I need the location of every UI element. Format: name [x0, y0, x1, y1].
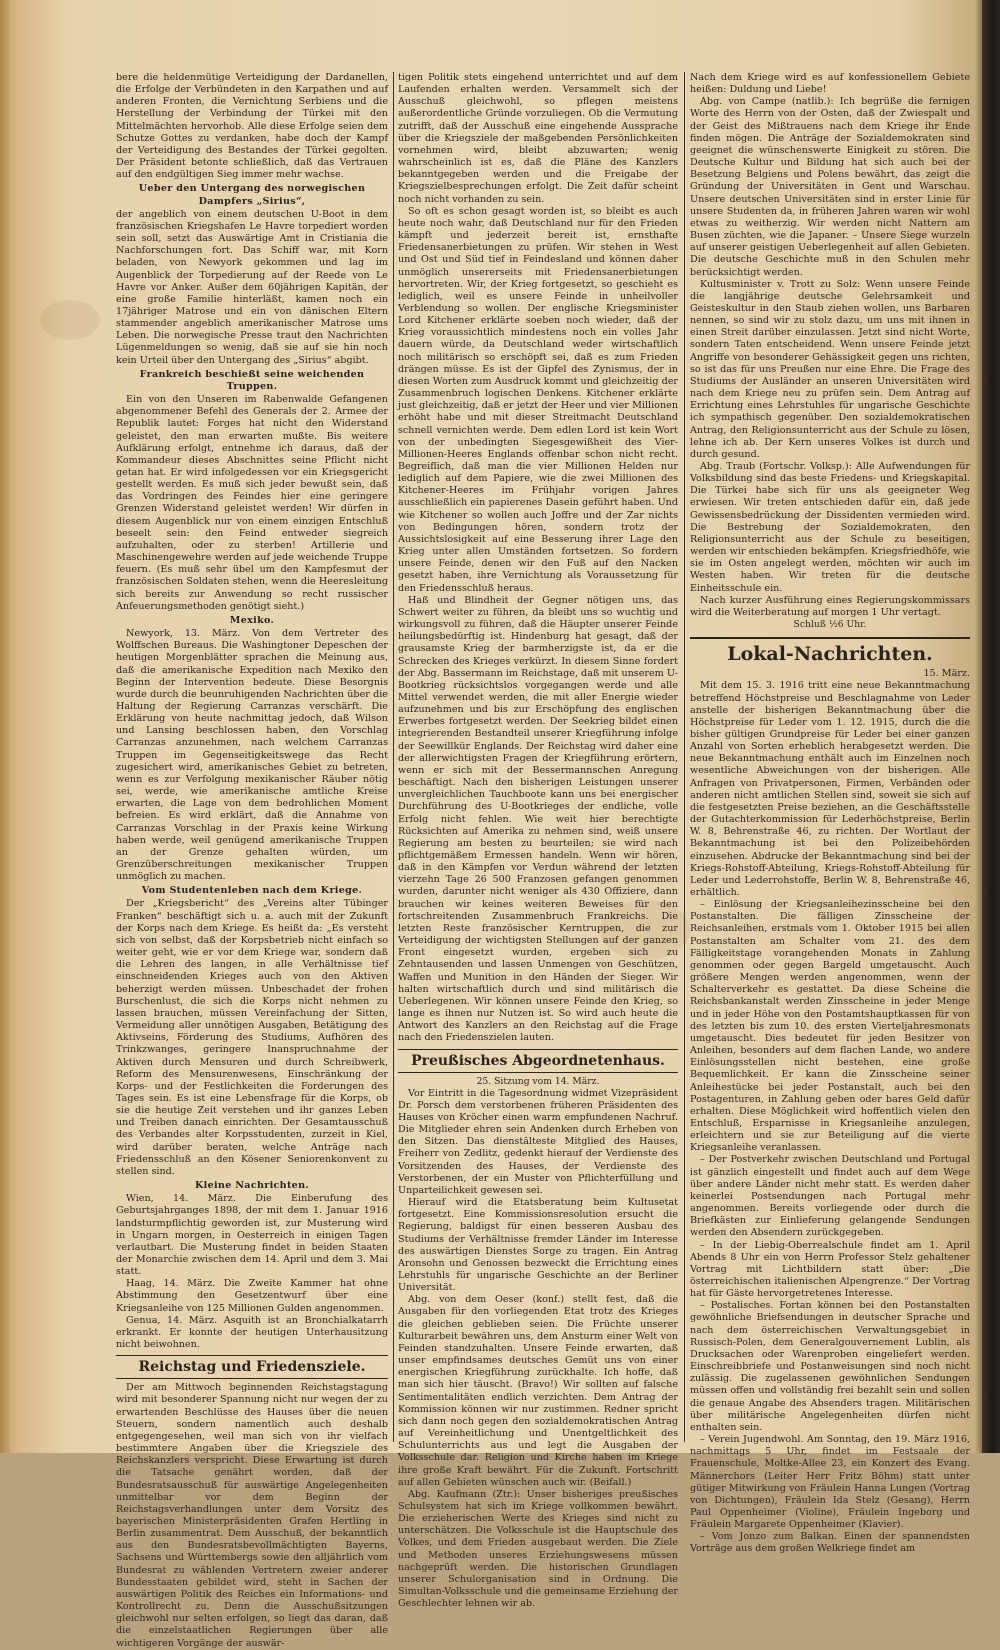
article-text: Der „Kriegsbericht“ des „Vereins alter Tübinger Franken“ beschäftigt sich u. a. auch mit der Zukunft der Korps nach dem Kriege. Es heißt da: „Es versteht sich von selbst, daß der Korpsbetrieb nicht einfach so weiter geht, wie er vor dem Kriege war, sondern daß die Lehren des langen, in alle Verhältnisse tief einschneidenden Krieges auch von den Aktiven beherzigt werden müssen. Unbeschadet der frohen Burschenlust, die sich die Korps nicht nehmen zu lassen brauchen, müssen Vereinfachung der Sitten, Vermeidung aller unnötigen Ausgaben, Betätigung des Aktivseins, Förderung des Studiums, Aufhören des Trinkzwanges, geringere Inanspruchnahme der Aktiven durch Mensuren und durch Schreibwerk, Reform des Mensurenwesens, Einschränkung der Korps- und der Festlichkeiten die Forderungen des Tages sein. Es ist eine Lebensfrage für die Korps, ob sie die heutige Zeit verstehen und ihr ganzes Leben und Treiben danach einrichten. Der Gesamtausschuß des Verbandes alter Korpsstudenten, zurzeit in Kiel, wird darüber beraten, welche Anträge nach Friedensschluß an den Kösener Seniorenkonvent zu stellen sind. [116, 898, 388, 1177]
article-text: der angeblich von einem deutschen U-Boot in dem französischen Kriegshafen Le Havre torpediert worden sein soll, setzt das Auswärtige Amt in Cristiania die Nachforschungen fort. Das Schiff war, mit Korn beladen, von Newyork gekommen und lag im Augenblick der Torpedierung auf der Reede von Le Havre vor Anker. Außer dem 60jährigen Kapitän, der eine große Familie hinterläßt, kamen noch ein 17jähriger Matrose und ein von dänischen Eltern stammender angeblich amerikanischer Matrose ums Leben. Die norwegische Presse traut den Nachrichten Lügenmeldungen so wenig, daß sie auf sie hin noch kein Urteil über den Untergang des „Sirius“ abgibt. [116, 208, 388, 366]
session-end: Schluß ½6 Uhr. [793, 619, 867, 631]
article-text: So oft es schon gesagt worden ist, so bleibt es auch heute noch wahr, daß Deutschland nur für den Frieden kämpft und jederzeit bereit ist, ernsthafte Friedensanerbietungen zu prüfen. Wir stehen in West und Ost und Süd tief in Feindesland und können daher unmöglich unsererseits mit Friedensanerbietungen hervortreten. Wir, der Krieg fortgesetzt, so geschieht es lediglich, weil es unsere Feinde in unheilvoller Verblendung so wollen. Der englische Kriegsminister Lord Kitchener erklärte soeben noch wieder, daß der Krieg voraussichtlich mindestens noch ein volles Jahr dauern würde, da Deutschland weder wirtschaftlich noch militärisch so erschöpft sei, daß es zum Frieden drängen müsse. Es ist der Gipfel des Zynismus, der in diesen Worten zum Ausdruck kommt und gleichzeitig der Zusammenbruch logischen Denkens. Kitchener erklärte just gleichzeitig, daß er jetzt der Heer und vier Millionen erhöht habe und mit dieser Streitmacht Deutschland schnell vernichten werde. Dem edlen Lord ist kein Wort von der unbedingten Siegesgewißheit des Vier-Millionen-Heeres Englands offenbar schon nicht recht. Begreiflich, daß man die vier Millionen Helden nur lediglich auf dem Papiere, wie die zwei Millionen des Kitchener-Heeres im Frühjahr vorigen Jahres ausschließlich ein papierenes Dasein geführt haben. Und wie Kitchener so wollen auch Joffre und der Zar nichts von Bedingungen hören, sondern trotz der Aussichtslosigkeit auf eine Besserung ihrer Lage den Krieg unter allen Umständen fortsetzen. So fordern unsere Feinde, denen wir den Fuß auf den Nacken gesetzt haben, ihre Vernichtung als Voraussetzung für den Friedensschluß heraus. [398, 205, 678, 594]
paper-stain [40, 300, 100, 340]
article-text: – In der Liebig-Oberrealschule findet am 1. April Abends 8 Uhr ein von Herrn Professor Stelz gehaltener Vortrag mit Lichtbildern statt über: „Die österreichischen italienischen Alpengrenze.“ Der Vortrag hat für Gäste hervorgetretenes Interesse. [690, 1239, 970, 1300]
headline-lokal-nachrichten: Lokal-Nachrichten. [690, 637, 970, 666]
book-binding [982, 0, 1000, 1453]
headline-abgeordnetenhaus: Preußisches Abgeordnetenhaus. [398, 1049, 678, 1073]
article-text: Vor Eintritt in die Tagesordnung widmet Vizepräsident Dr. Porsch dem verstorbenen früheren Präsidenten des Hauses von Kröcher einen warm empfundenen Nachruf. Die Mitglieder ehren sein Andenken durch Erheben von den Sitzen. Das dienstälteste Mitglied des Hauses, Freiherr von Zedlitz, gedenkt hierauf der Verdienste des Vorsitzenden des Hauses, der Verdienste des Verstorbenen, der ein Muster von Pflichterfüllung und Unparteilichkeit gewesen sei. [398, 1087, 678, 1196]
column-2 [398, 72, 678, 1610]
news-item-wien: Wien, 14. März. Die Einberufung des Geburtsjahrganges 1898, der mit dem 1. Januar 1916 landsturmpflichtig geworden ist, zur Musterung wird in Ungarn morgen, in Oesterreich in einigen Tagen verlautbart. Die Musterung findet in beiden Staaten der Monarchie zwischen dem 14. April und dem 3. Mai statt. [116, 1193, 388, 1278]
news-item-haag: Haag, 14. März. Die Zweite Kammer hat ohne Abstimmung den Gesetzentwurf über eine Kriegsanleihe von 125 Millionen Gulden angenommen. [116, 1278, 388, 1314]
session-subtitle: 25. Sitzung vom 14. März. [476, 1075, 600, 1087]
article-text: – Einlösung der Kriegsanleihezinsscheine bei den Postanstalten. Die fälligen Zinsscheine der Reichsanleihen, erstmals vom 1. Oktober 1915 bei allen Postanstalten am Schalter vom 21. des dem Fälligkeitstage vorangehenden Monats in Zahlung genommen oder gegen Bargeld umgetauscht. Auch größere Mengen werden angenommen, wenn der Schalterverkehr es gestattet. Da diese Scheine die Reichsbankanstalt werden Zinsscheine in jeder Menge und in jeder Höhe von den Postamtshauptkassen für von des letzten bis zum 10. des ersten Vierteljahresmonats umgetauscht. Dies bedeutet für jeden Besitzer von Anleihen, besonders auf dem flachen Lande, wo andere Einlösungsstellen nicht bestehen, eine große Bequemlichkeit. Er kann die Zinsscheine seiner Anleihestücke bei jeder Postanstalt, auch bei den Postagenturen, in Zahlung geben oder bares Geld dafür erhalten. Diese Möglichkeit wird hoffentlich vielen den Entschluß, Ersparnisse in Kriegsanleihe anzulegen, erleichtern und sie zur Beteiligung auf die vierte Kriegsanleihe veranlassen. [690, 899, 970, 1154]
column-rule [393, 72, 394, 1442]
article-text: bere die heldenmütige Verteidigung der Dardanellen, die Erfolge der Verbündeten in den Karpathen und auf anderen Fronten, die Vernichtung Serbiens und die Herstellung der Verbindung der Türkei mit den Mittelmächten hervorhob. Alle diese Erfolge seien dem Schutze Gottes zu verdanken, habe doch der Kampf der Verteidigung des Bestandes der Türkei gegolten. Der Präsident betonte schließlich, daß das Vertrauen auf den endgültigen Sieg immer mehr wachse. [116, 72, 388, 181]
article-text: Ein von den Unseren im Rabenwalde Gefangenen abgenommener Befehl des Generals der 2. Armee der Republik lautet: Forges hat nicht den Widerstand geleistet, den man erwarten mußte. Bis weitere Aufklärung erfolgt, entnehme ich daraus, daß der Kommandeur dieses Abschnittes seine Pflicht nicht getan hat. Er wird infolgedessen vor ein Kriegsgericht gestellt werden. Es muß sich jeder bewußt sein, daß das Vordringen des Feindes hier eine geringere Grenzen Widerstand geleistet werden! Wir dürfen in diesem Augenblick nur von einem einzigen Entschluß beseelt sein: den Feind entweder siegreich aufzuhalten, oder zu sterben! Artillerie und Maschinengewehre werden auf jede weichende Truppe feuern. (Es muß sehr übel um den Kampfesmut der französischen Soldaten stehen, wenn die Heeresleitung sich bereits zur Anwendung so recht russischer Anfeuerungsmethoden genötigt sieht.) [116, 394, 388, 612]
page-edge [0, 0, 10, 1453]
headline-frankreich: Frankreich beschießt seine weichenden Truppen. [139, 368, 365, 392]
article-text: – Der Postverkehr zwischen Deutschland und Portugal ist gänzlich eingestellt und findet auch auf dem Wege über andere Länder nicht mehr statt. Es werden daher keinerlei Postsendungen nach Portugal mehr angenommen. Bereits vorliegende oder durch die Briefkästen zur Einlieferung gelangende Sendungen werden den Absendern zurückgegeben. [690, 1154, 970, 1239]
article-text: Nach dem Kriege wird es auf konfessionellem Gebiete heißen: Duldung und Liebe! [690, 72, 970, 96]
news-item-genua: Genua, 14. März. Asquith ist an Bronchialkatarrh erkrankt. Er konnte der heutigen Unterhausitzung nicht beiwohnen. [116, 1314, 388, 1351]
column-3 [690, 72, 970, 1555]
article-text: Kultusminister v. Trott zu Solz: Wenn unsere Feinde die langjährige deutsche Gelehrsamkeit und Geisteskultur in den Staub ziehen wollen, uns Barbaren nennen, so sind wir zu stolz dazu, um uns mit ihnen in einen Streit darüber einzulassen. Jetzt sind nicht Worte, sondern Taten entscheidend. Wenn unsere Feinde jetzt Angriffe von besonderer Gehässigkeit gegen uns richten, so ist das für uns Preußen nur eine Ehre. Die Frage des Studiums der Ausländer an unseren Universitäten wird nach dem Kriege neu zu prüfen sein. Dem Antrag auf Errichtung eines Lehrstuhles für ungarische Geschichte ich sympathisch gegenüber. Den sozialdemokratischen Antrag, den Religionsunterricht aus der Schule zu lösen, lehne ich ab. Der Kern unseres Volkes ist durch und durch gesund. [690, 278, 970, 460]
article-text: – Postalisches. Fortan können bei den Postanstalten gewöhnliche Briefsendungen in deutscher Sprache und nach dem österreichischen Verwaltungsgebiet in Russisch-Polen, dem Generalgouvernement Lublin, als Drucksachen oder Warenproben eingeliefert werden. Einschreibbriefe und Postanweisungen sind noch nicht zulässig. Die zugelassenen gewöhnlichen Sendungen müssen offen und vollständig frei bezahlt sein und sollen die genaue Angabe des Absenders tragen. Militärischen über militärische Angelegenheiten dürfen nicht enthalten sein. [690, 1300, 970, 1433]
article-text: Abg. Kaufmann (Ztr.): Unser bisheriges preußisches Schulsystem hat sich im Kriege vollkommen bewährt. Die erzieherischen Werte des Krieges sind nicht zu unterschätzen. Die Volksschule ist die Hauptschule des Volkes, und dem Frieden ausgebaut werden. Die Ziele und Methoden unseres Erziehungswesens müssen nachgeprüft werden. Die historischen Grundlagen unserer Schulorganisation sind in Ordnung. Die Simultan-Volksschule und die gemeinsame Erziehung der Geschlechter lehnen wir ab. [398, 1488, 678, 1610]
column-1 [116, 72, 388, 1649]
article-text: Abg. von dem Oeser (konf.) stellt fest, daß die Ausgaben für den vorliegenden Etat trotz des Krieges die gleichen geblieben seien. Die Früchte unserer Kulturarbeit bewähren uns, dem Ansturm einer Welt von Feinden standzuhalten. Unsere Feinde erwarten, daß unser empfindsames deutsches Gemüt uns von einer energischen Kriegführung zurückhalte. Ich hoffe, daß man sich hier täuscht. (Bravo!) Wir sollten auf falsche Sentimentalitäten endlich verzichten. Dem Antrag der Kommission können wir nur zustimmen. Redner spricht sich dann noch gegen den sozialdemokratischen Antrag auf Vereinheitlichung und Unentgeltlichkeit des Schulunterrichts aus und legt die Ausgaben der Volksschule dar. Religion und Kirche haben im Kriege ihre große Kraft bewährt. Für die Zukunft. Fortschritt auf allen Gebieten wünschen auch wir. (Beifall.) [398, 1294, 678, 1488]
article-text: Hierauf wird die Etatsberatung beim Kultusetat fortgesetzt. Eine Kommissionsresolution ersucht die Regierung, baldigst für einen besseren Ausbau des Studiums der Verhältnisse fremder Länder im Interesse des auswärtigen Dienstes Sorge zu tragen. Ein Antrag Aronsohn und Genossen bezweckt die Errichtung eines Lehrstuhls für ungarische Geschichte an der Berliner Universität. [398, 1197, 678, 1294]
article-text: tigen Politik stets eingehend unterrichtet und auf dem Laufenden erhalten werden. Versammelt sich der Ausschuß gleichwohl, so pflegen meistens außerordentliche Gründe vorzuliegen. Ob die Vermutung zutrifft, daß der Ausschuß eine eingehende Aussprache über die Kriegsziele der maßgebenden Persönlichkeiten vornehmen wird, bleibt abzuwarten; wenig wahrscheinlich ist es, daß die Pläne des Kanzlers bekanntgegeben werden und die Freigabe der Kriegszielbesprechungen erfolgt. Die Zeit dafür scheint noch nicht vorhanden zu sein. [398, 72, 678, 205]
article-text: Haß und Blindheit der Gegner nötigen uns, das Schwert weiter zu führen, da bleibt uns so wuchtig und wirkungsvoll zu führen, daß die Häupter unserer Feinde heilungsbedürftig ist. Hindenburg hat gesagt, daß der grausamste Krieg der barmherzigste ist, da er die Schrecken des Krieges verkürzt. In diesem Sinne fordert der Abg. Bassermann im Reichstage, daß mit unserem U-Bootkrieg rücksichtslos vorgegangen werde und alle Mittel verwendet werden, die mit aller Energie wieder aufzunehmen und bis zur Erschöpfung des englischen Erwerbes fortgesetzt werden. Der Seekrieg bildet einen integrierenden Bestandteil unserer Kriegführung infolge der Seewillkür Englands. Der Reichstag wird daher eine der allerwichtigsten Fragen der Kriegführung erörtern, wenn er sich mit der Bessermannschen Anregung beschäftigt. Nach den bisherigen Leistungen unserer unvergleichlichen Tauchboote kann uns bei energischer Durchführung des U-Bootkrieges der endliche, volle Erfolg nicht fehlen. Wie weit hier berechtigte Rücksichten auf Amerika zu nehmen sind, weiß unsere Regierung am besten zu beurteilen; sie wird nach pflichtgemäßem Ermessen handeln. Wenn wir hören, daß in den Kämpfen vor Verdun während der letzten vierzehn Tage 26 500 Franzosen gefangen genommen wurden, darunter nicht weniger als 430 Offiziere, dann brauchen wir keines weiteren Beweises für den fortschreitenden Zusammenbruch Frankreichs. Die letzten Reste französischer Kerntruppen, die zur Verteidigung der wichtigsten Stellungen auf der ganzen Front eingesetzt wurden, ergeben sich zu Zehntausenden und lassen Unmengen von Geschützen, Waffen und Munition in den Händen der Sieger. Wir halten wirtschaftlich durch und sind militärisch die Ueberlegenen. Wir können unsere Feinde den Krieg, so lange es ihnen nur Nutzen ist. So wird auch heute die Antwort des Kanzlers an den Reichstag auf die Frage nach den Friedenszielen lauten. [398, 594, 678, 1044]
headline-reichstag: Reichstag und Friedensziele. [116, 1355, 388, 1379]
article-text: Newyork, 13. März. Von dem Vertreter des Wolffschen Bureaus. Die Washingtoner Depeschen der heutigen Morgenblätter sprachen die Meinung aus, daß die amerikanische Expedition nach Mexiko den Beginn der Intervention bedeute. Diese Besorgnis wurde durch die beunruhigenden Nachrichten über die Haltung der Regierung Carranzas verschärft. Die Erklärung von heute nachmittag jedoch, daß Wilson und Lansing beschlossen haben, den Vorschlag Carranzas anzunehmen, nach welchem Carranzas Truppen im Gegenseitigkeitswege das Recht zugesichert wird, amerikanisches Gebiet zu betreten, wenn es zur Verfolgung mexikanischer Räuber nötig sei, werde, wie amerikanische amtliche Kreise erwarten, die Lage von dem bedrohlichen Moment befreien. Es wird erklärt, daß die Annahme von Carranzas Vorschlag in der Praxis keine Wirkung haben werde, weil genügend amerikanische Truppen an der Grenze gehalten würden, um Grenzüberschreitungen mexikanischer Truppen unmöglich zu machen. [116, 628, 388, 883]
article-text: Der am Mittwoch beginnenden Reichstagstagung wird mit besonderer Spannung nicht nur wegen der zu erwartenden Beschlüsse des Hauses über die neuen Steuern, sondern namentlich auch deshalb entgegengesehen, weil man sich von ihr vielfach bestimmtere Angaben über die Kriegsziele des Reichskanzlers verspricht. Diese Erwartung ist durch die Tatsache genährt worden, daß der Bundesratsausschuß für auswärtige Angelegenheiten unmittelbar vor dem Beginn der Reichstagsverhandlungen unter dem Vorsitz des bayerischen Ministerpräsidenten Grafen Hertling in Berlin zusammentrat. Dem Ausschuß, der bekanntlich aus den Bundesratsbevollmächtigten Bayerns, Sachsens und Württembergs sowie den alljährlich vom Bundesrat zu wählenden Vertretern zweier anderer Bundesstaaten gebildet wird, steht in Sachen der auswärtigen Politik des Reiches ein Informations- und Kontrollrecht zu. Denn die Ausschußsitzungen gleichwohl nur selten erfolgen, so liegt das daran, daß die einzelstaatlichen Regierungen über alle wichtigeren Vorgänge der auswär- [116, 1382, 388, 1649]
column-rule [684, 72, 685, 1442]
article-text: Abg. Traub (Fortschr. Volksp.): Alle Aufwendungen für Volksbildung sind das beste Friedens- und Kriegskapital. Die Türkei habe sich für uns als geeigneter Weg erwiesen. Wir treten entschieden dafür ein, daß jede Gewissensbedrückung der Dissidenten vermieden wird. Die Bestrebung der Sozialdemokraten, den Religionsunterricht aus der Schule zu beseitigen, werden wir entschieden bekämpfen. Kriegsfriedhöfe, wie sie im Osten angelegt werden, möchten wir auch im Westen haben. Wir treten für die deutsche Einheitsschule ein. [690, 461, 970, 594]
dateline: 15. März. [923, 668, 970, 680]
article-text: Abg. von Campe (natlib.): Ich begrüße die fernigen Worte des Herrn von der Osten, daß der Zwiespalt und der Geist des Mißtrauens nach dem Kriege ihr Ende finden mögen. Die Anträge der Sozialdemokraten sind geeignet die wünschenswerte Einigkeit zu stören. Die Deutsche Kultur und Bildung hat sich auch bei der Besetzung Belgiens und Polens bewährt, das zeigt die Gründung der Universitäten in Gent und Warschau. Unsere deutschen Universitäten sind in erster Linie für unsere Studenten da, in früheren Jahren waren wir wohl etwas zu weitherzig. Wir werden nicht Nattern am Busen züchten, wie die Japaner. – Unsere Siege wurzeln auf unserer geistigen Ueberlegenheit auf allen Gebieten. Die deutsche Geschichte muß in den Schulen mehr berücksichtigt werden. [690, 96, 970, 278]
headline-sirius: Ueber den Untergang des norwegischen Dampfers „Sirius“, [138, 183, 366, 207]
headline-kleine-nachrichten: Kleine Nachrichten. [194, 1180, 310, 1192]
headline-mexiko: Mexiko. [229, 614, 275, 626]
article-text: Mit dem 15. 3. 1916 tritt eine neue Bekanntmachung betreffend Höchstpreise und Beschlagnahme von Leder anstelle der bisherigen Bekanntmachung über die Höchstpreise für Leder vom 1. 12. 1915, durch die die bisher gültigen Grundpreise für Leder bei einer ganzen Anzahl von Sorten erheblich herabgesetzt werden. Die neue Bekanntmachung enthält auch im Einzelnen noch wesentliche Abweichungen von der bisherigen. Alle Anfragen von Privatpersonen, Firmen, Verbänden oder anderen nicht amtlichen Stellen sind, soweit sie sich auf die festgesetzten Preise beziehen, an die Geschäftsstelle der Gutachterkommission für Lederhöchstpreise, Berlin W. 8, Behrenstraße 46, zu richten. Der Wortlaut der Bekanntmachung ist bei den Polizeibehörden einzusehen. Abdrucke der Bekanntmachung sind bei der Kriegs-Rohstoff-Abteilung, Kriegs-Rohstoff-Abteilung für Leder und Lederrohstoffe, Berlin W. 8, Behrenstraße 46, erhältlich. [690, 680, 970, 898]
article-text: – Verein Jugendwohl. Am Sonntag, den 19. März 1916, nachmittags 5 Uhr, findet im Festsaale der Frauenschule, Moltke-Allee 23, ein Konzert des Evang. Männerchors (Leiter Herr Fritz Böhm) statt unter gütiger Mitwirkung von Fräulein Hanna Lungen (Vortrag von Dichtungen), Fräulein Ida Stelz (Gesang), Herrn Paul Oppenheimer (Violine), Fräulein Ingeborg und Fräulein Margarete Oppenheimer (Klavier). [690, 1434, 970, 1531]
headline-studenten: Vom Studentenleben nach dem Kriege. [141, 885, 363, 897]
article-text: – Vom Jonzo zum Balkan. Einen der spannendsten Vorträge aus dem großen Welkriege findet am [690, 1531, 970, 1555]
article-text: Nach kurzer Ausführung eines Regierungskommissars wird die Weiterberatung auf morgen 1 Uhr vertagt. [690, 594, 970, 618]
